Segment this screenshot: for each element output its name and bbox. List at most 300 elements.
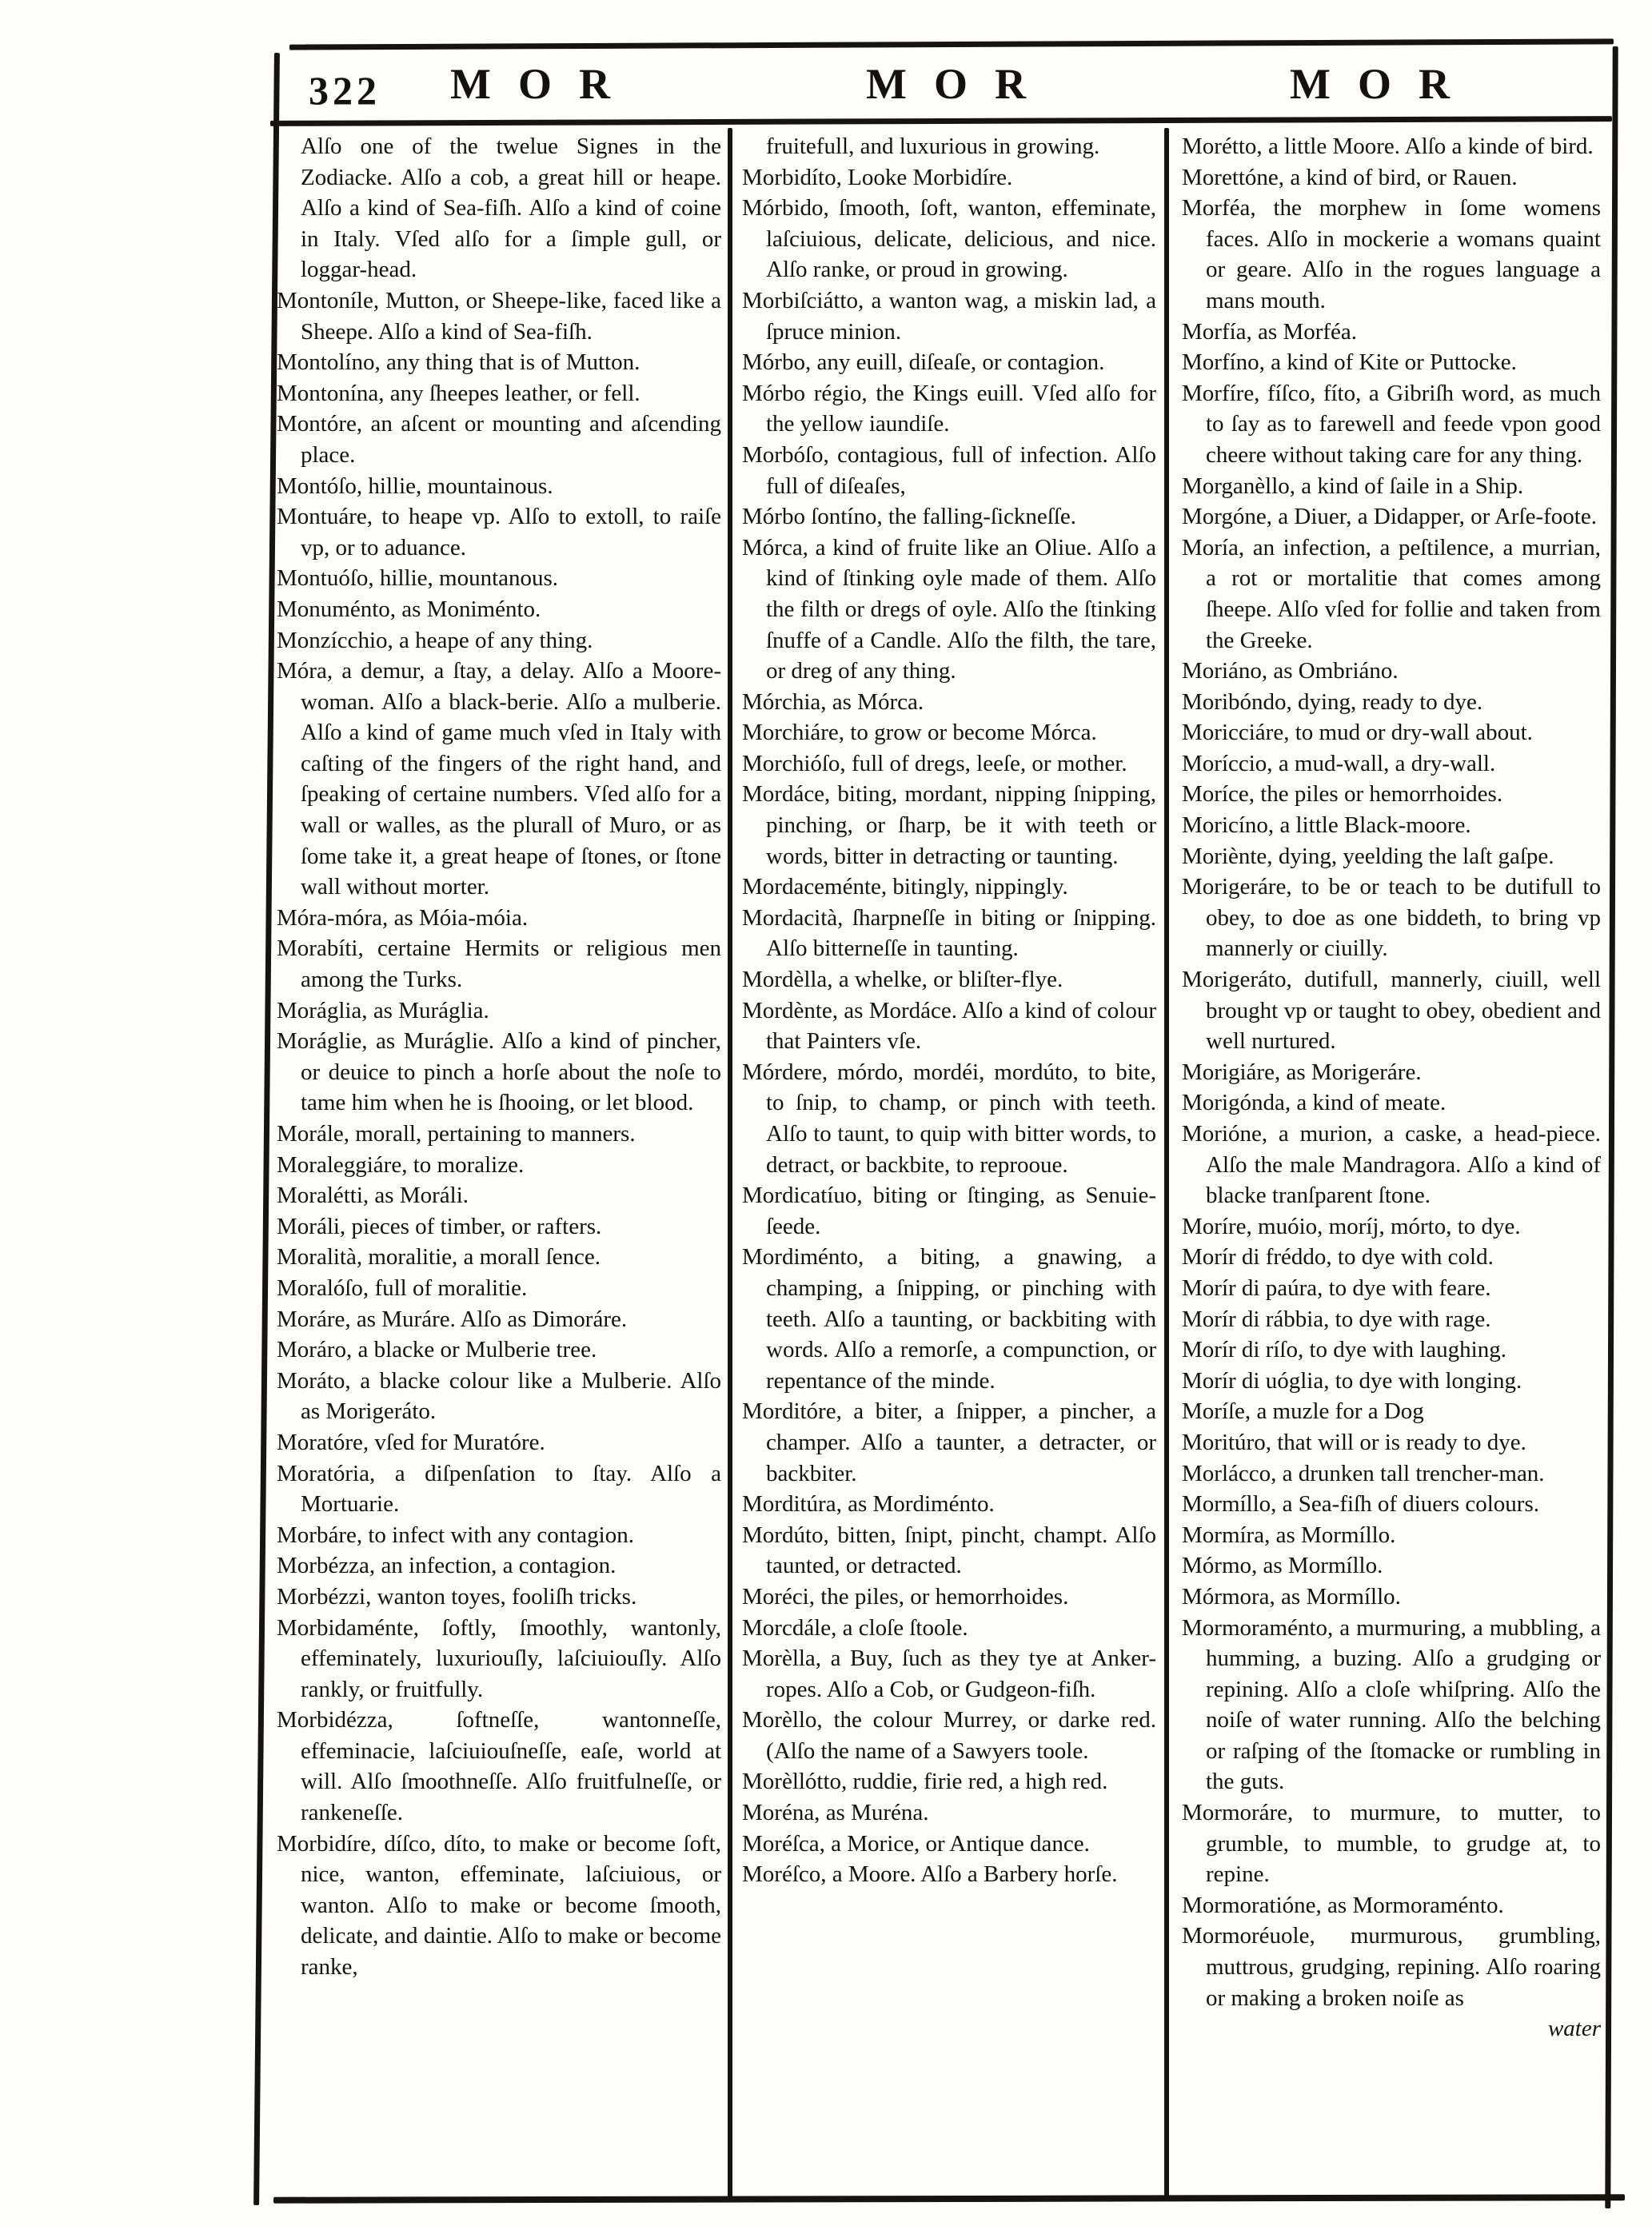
gloss-text: as [1263, 1553, 1288, 1579]
dictionary-entry [277, 501, 721, 563]
dictionary-entry [742, 1643, 1156, 1705]
headword: Morbidíre, díſco, díto, [277, 1830, 493, 1857]
headword: Mormíllo, [1182, 1491, 1283, 1518]
cross-reference: Moráli. [399, 1183, 469, 1209]
cross-reference: Mórca. [1030, 720, 1097, 746]
headword: Morigónda, [1182, 1090, 1297, 1116]
dictionary-entry [277, 1211, 721, 1243]
gloss-text: as [1281, 1583, 1307, 1610]
gloss-text: biting or ſtinging, as Senuie-ſeede. [766, 1183, 1157, 1239]
gloss-text: as [356, 1306, 382, 1332]
dictionary-entry [277, 594, 721, 625]
cross-reference: Mórca. [857, 688, 924, 715]
cross-reference: Dimoráre. [532, 1306, 628, 1332]
headword: Morditóre, [742, 1398, 854, 1425]
gloss-text: a demur, a ſtay, a delay. Alſo a Moore-woman. Alſo a black-berie. Alſo a mulberie. Alſo a kind of game much vſed in Italy with caſting of the fingers of the right hand, and ſpeaking of certaine numbers. Vſed alſo for a wall or walles, as the plurall of [301, 658, 721, 839]
dictionary-entry [1182, 1613, 1601, 1798]
gloss-text: Alſo a kind of colour that Painters vſe. [766, 997, 1156, 1055]
running-head-2: MOR [866, 60, 1053, 108]
dictionary-entry [1182, 1520, 1601, 1551]
dictionary-entry [277, 347, 721, 378]
gloss-text: as [393, 904, 419, 931]
dictionary-entry [277, 1829, 721, 1983]
headword: Mórmo, [1182, 1553, 1263, 1579]
gloss-text: an aſcent or mounting and aſcending place. [301, 411, 721, 468]
gloss-text: as [832, 688, 858, 715]
headword: Morèlla, [742, 1646, 831, 1672]
gloss-text: a kind of ſaile in a Ship. [1301, 473, 1524, 499]
headword: Morír di rábbia, [1182, 1306, 1335, 1332]
dictionary-entry [1182, 162, 1601, 193]
headword: Monuménto, [277, 596, 402, 622]
dictionary-entry [277, 409, 721, 470]
dictionary-entry [742, 193, 1156, 285]
headword: Morbóſo, [742, 441, 838, 468]
gloss-text: a Buy, ſuch as they tye at Anker-ropes. Alſo a Cob, or Gudgeon-fiſh. [766, 1646, 1156, 1702]
gloss-text: morall, pertaining to manners. [355, 1121, 636, 1147]
headword: Mórchia, [742, 688, 832, 715]
cross-reference: Mormoraménto. [1352, 1892, 1504, 1918]
gloss-text: as [1275, 1522, 1302, 1548]
dictionary-entry [1182, 779, 1601, 810]
dictionary-entry [277, 1150, 721, 1181]
gloss-text: an infection, a peſtilence, a murrian, a rot or mortalitie that comes among ſheepe. Alſo vſed for follie and taken from the Greeke. [1206, 534, 1602, 653]
headword: Moríre, muóio, moríj, mórto, [1182, 1213, 1458, 1239]
gloss-text: Alſo a kind of pincher, or deuice to pinch a horſe about the noſe to tame him when he is ſhooing, or let blood. [301, 1028, 721, 1116]
headword: Morcdále, [742, 1614, 843, 1641]
headword: Morféa, [1182, 195, 1274, 221]
dictionary-entry [277, 1304, 721, 1335]
cross-reference: Muréna. [851, 1800, 929, 1826]
dictionary-entry [277, 1550, 721, 1582]
dictionary-entry [742, 1242, 1156, 1396]
headword: Morabíti, [277, 935, 378, 962]
header-rule [270, 116, 1612, 126]
headword: Mordèlla, [742, 967, 839, 993]
headword: Morbáre, [277, 1522, 369, 1548]
gloss-text: a Diuer, a Didapper, or Arſe-foote. [1278, 504, 1597, 530]
dictionary-entry [742, 903, 1156, 964]
headword: Morchiáre, [742, 720, 851, 746]
dictionary-entry [742, 1057, 1156, 1180]
gloss-text: a blacke or Mulberie tree. [357, 1337, 597, 1363]
headword: Moría, [1182, 534, 1253, 560]
headword: Mormoratióne, [1182, 1892, 1328, 1918]
cross-reference: Mormíllo. [1306, 1583, 1401, 1610]
cross-reference: Morbidíre. [912, 164, 1013, 190]
headword: Morigeráre, [1182, 874, 1302, 900]
headword: Moricciáre, [1182, 720, 1295, 746]
gloss-text: a biter, a ſnipper, a pincher, a champer. Alſo a taunter, a detracter, or backbiter. [766, 1398, 1156, 1486]
dictionary-entry [1182, 1242, 1601, 1273]
headword: Morigeráto, [1182, 967, 1305, 993]
dictionary-entry [277, 378, 721, 409]
headword: Móra, [277, 658, 342, 684]
gloss-text: as [844, 997, 869, 1023]
dictionary-column-3 [1182, 131, 1601, 2044]
dictionary-entry [1182, 1087, 1601, 1119]
dictionary-entry [1182, 687, 1601, 718]
gloss-text: as [825, 1800, 852, 1826]
gloss-text: ſoftneſſe, wantonneſſe, effeminacie, laſciuiouſneſſe, eaſe, world at will. Alſo ſmoothneſſe. Alſo fruitfulneſſe, or rankeneſſe. [301, 1707, 721, 1826]
gloss-text: to make or become ſoft, nice, wanton, effeminate, laſciuious, or wanton. Alſo to make or become ſmooth, delicate, and daintie. Alſo to make or become ranke, [301, 1830, 721, 1981]
headword: Mordènte, [742, 997, 844, 1023]
dictionary-entry [277, 656, 721, 903]
gloss-text: dying, yeelding the laſt gaſpe. [1278, 843, 1554, 869]
dictionary-entry [742, 872, 1156, 903]
dictionary-entry [742, 748, 1156, 780]
dictionary-entry [742, 1613, 1156, 1644]
gloss-text: the piles or hemorrhoides. [1260, 781, 1503, 808]
cross-reference: Morféa. [1283, 318, 1358, 345]
gloss-text: to moralize. [413, 1151, 525, 1178]
cross-reference: Muráre. [381, 1306, 461, 1332]
gloss-text: a heape of any thing. [399, 627, 593, 653]
headword: Mordicatíuo, [742, 1183, 873, 1209]
top-rule [289, 38, 1614, 50]
dictionary-entry [277, 1582, 721, 1613]
headword: Morír di paúra, [1182, 1275, 1329, 1301]
gloss-text: as [1258, 318, 1283, 345]
dictionary-entry [1182, 1304, 1601, 1335]
headword: Moráto, [277, 1367, 361, 1394]
headword: Mordaceménte, [742, 874, 893, 900]
headword: Montuáre, [277, 504, 382, 530]
gloss-text: a little Black-moore. [1279, 812, 1471, 839]
cross-reference: Morigeráto. [325, 1398, 437, 1425]
headword: Mormoréuole, [1182, 1923, 1351, 1949]
gloss-text: the piles, or hemorrhoides. [820, 1583, 1069, 1610]
gloss-text: a drunken tall trencher-man. [1282, 1460, 1545, 1486]
headword: Morfíre, fíſco, fíto, [1182, 380, 1369, 406]
dictionary-entry [742, 162, 1156, 193]
cross-reference: Muráglie. [403, 1028, 502, 1055]
gloss-text: the colour Murrey, or darke red. (Alſo the name of a Sawyers toole. [766, 1707, 1156, 1764]
gloss-text: to dye with feare. [1328, 1275, 1491, 1301]
dictionary-entry [1182, 1797, 1601, 1890]
cross-reference: Mormíllo. [1287, 1553, 1383, 1579]
column-divider-1 [728, 128, 732, 2199]
dictionary-entry [277, 131, 721, 285]
dictionary-entry [277, 471, 721, 502]
dictionary-entry [1182, 1119, 1601, 1211]
cross-reference: Muratóre. [453, 1429, 545, 1455]
dictionary-entry [742, 1859, 1156, 1890]
dictionary-entry [277, 1366, 721, 1427]
headword: Monzícchio, [277, 627, 400, 653]
gloss-text: a kind of bird, or Rauen. [1290, 164, 1518, 190]
headword: Morále, [277, 1121, 356, 1147]
headword: Mórbo régio, [742, 380, 876, 406]
dictionary-entry [742, 1829, 1156, 1860]
headword: Moráli, [277, 1213, 352, 1239]
gloss-text: to infect with any contagion. [368, 1522, 634, 1548]
gloss-text: as [401, 596, 427, 622]
dictionary-entry [742, 779, 1156, 872]
headword: Morbiſciátto, [742, 287, 872, 313]
gloss-text: a whelke, or bliſter-flye. [838, 967, 1063, 993]
headword: Morèllótto, [742, 1769, 853, 1795]
dictionary-entry [742, 964, 1156, 995]
dictionary-entry [277, 1026, 721, 1119]
headword: Moriènte, [1182, 843, 1279, 869]
gloss-text: a Morice, or Antique dance. [831, 1830, 1090, 1857]
headword: Mórca, [742, 534, 816, 560]
headword: Mórbo, [742, 349, 817, 376]
dictionary-entry [742, 1396, 1156, 1489]
dictionary-entry [742, 995, 1156, 1057]
dictionary-entry [1182, 347, 1601, 378]
gloss-text: to bite, to ſnip, to champ, or pinch with teeth. Alſo to taunt, to quip with bitter words, to detract, or backbite, to reprooue. [766, 1059, 1156, 1178]
headword: Moribóndo, [1182, 688, 1298, 715]
headword: Moralétti, [277, 1183, 375, 1209]
dictionary-entry [742, 1180, 1156, 1242]
dictionary-entry [1182, 317, 1601, 348]
headword: Mormoraménto, [1182, 1614, 1340, 1641]
headword: Moríccio, [1182, 750, 1279, 776]
headword: Morbidíto, [742, 164, 848, 190]
dictionary-entry [1182, 193, 1601, 316]
headword: Morchióſo, [742, 750, 852, 776]
dictionary-entry [277, 995, 721, 1027]
gloss-text: full of moralitie. [374, 1275, 528, 1301]
gloss-text: Alſo as [460, 1306, 533, 1332]
gloss-text: a mud-wall, a dry-wall. [1278, 750, 1496, 776]
dictionary-entry [1182, 131, 1601, 162]
gloss-text: the morphew in ſome womens faces. Alſo in mockerie a womans quaint or geare. Alſo in the rogues language a mans mouth. [1206, 195, 1601, 313]
gloss-text: as [376, 1028, 404, 1055]
gloss-text: a blacke colour like a Mulberie. Alſo as [301, 1367, 722, 1425]
dictionary-entry [277, 1273, 721, 1304]
gloss-text: contagious, full of infection. Alſo full of diſeaſes, [766, 441, 1156, 499]
gloss-text: to be or teach to be dutifull to obey, to doe as one biddeth, to bring vp mannerly or ciuilly. [1206, 874, 1601, 962]
dictionary-entry [277, 1334, 721, 1366]
dictionary-entry [1182, 533, 1601, 656]
gloss-text: as [1286, 1059, 1311, 1085]
headword: Moratóre, [277, 1429, 375, 1455]
gloss-text: as [848, 1491, 873, 1518]
cross-reference: Muráglia. [398, 997, 489, 1023]
gloss-text: to dye with longing. [1335, 1367, 1522, 1394]
gloss-text: ſharpneſſe in biting or ſnipping. Alſo bitterneſſe in taunting. [766, 904, 1156, 962]
headword: Mordúto, [742, 1522, 838, 1548]
gloss-text: ſoftly, ſmoothly, wantonly, effeminately, luxuriouſly, laſciuiouſly. Alſo rankly, or fruitfully. [301, 1614, 721, 1702]
headword: Mordacità, [742, 904, 852, 931]
dictionary-entry [1182, 1458, 1601, 1490]
dictionary-entry [277, 1180, 721, 1211]
gloss-text: the falling-ſickneſſe. [888, 504, 1077, 530]
dictionary-entry [742, 1705, 1156, 1766]
dictionary-entry [277, 1613, 721, 1705]
gloss-text: bitingly, nippingly. [892, 874, 1068, 900]
headword: Montolíno, [277, 349, 386, 376]
dictionary-entry [1182, 1582, 1601, 1613]
gloss-text: as [1327, 1892, 1353, 1918]
headword: Morír di ríſo, [1182, 1337, 1310, 1363]
dictionary-entry [742, 131, 1156, 162]
gloss-text: to dye. [1457, 1213, 1521, 1239]
gloss-text: to dye with cold. [1337, 1244, 1494, 1271]
dictionary-entry [1182, 1057, 1601, 1088]
dictionary-entry [1182, 1366, 1601, 1397]
headword: Moriáno, [1182, 658, 1274, 684]
running-head-3: MOR [1290, 60, 1477, 108]
dictionary-entry [742, 285, 1156, 347]
gloss-text: Alſo one of the twelue Signes in the Zodiacke. Alſo a cob, a great hill or heape. Alſo a kind of Sea-fiſh. Alſo a kind of coine in Italy. Vſed alſo for a ſimple gull, or loggar-head. [301, 134, 721, 283]
dictionary-entry [742, 440, 1156, 501]
gloss-text: hillie, mountainous. [368, 473, 553, 499]
gloss-text: Mutton, or Sheepe-like, faced like a Sheepe. Alſo a kind of Sea-fiſh. [301, 287, 721, 345]
gloss-text: a wanton wag, a miskin lad, a ſpruce minion. [766, 287, 1156, 345]
gloss-text: to murmure, to mutter, to grumble, to mumble, to grudge at, to repine. [1206, 1800, 1602, 1888]
headword: Mórdere, mórdo, mordéi, mordúto, [742, 1059, 1088, 1085]
headword: Moráro, [277, 1337, 358, 1363]
dictionary-column-2 [742, 131, 1156, 1890]
headword: Móra-móra, [277, 904, 394, 931]
headword: Morbidézza, [277, 1707, 457, 1733]
gloss-text: to dye with rage. [1335, 1306, 1491, 1332]
gloss-text: dutifull, mannerly, ciuill, well brought vp or taught to obey, obedient and well nurtured. [1206, 967, 1602, 1055]
dictionary-entry [742, 1489, 1156, 1520]
gloss-text: a diſpenſation to ſtay. Alſo a Mortuarie. [301, 1460, 721, 1518]
headword: Morbézza, [277, 1553, 381, 1579]
gloss-text: wanton toyes, fooliſh tricks. [377, 1583, 637, 1610]
headword: Moríſe, [1182, 1398, 1257, 1425]
dictionary-entry [277, 1520, 721, 1551]
headword: Moréſca, [742, 1830, 832, 1857]
gloss-text: that will or is ready to dye. [1277, 1429, 1526, 1455]
bottom-rule [273, 2194, 1625, 2204]
cross-reference: Mordáce. [868, 997, 962, 1023]
headword: Morfía, [1182, 318, 1259, 345]
gloss-text: as [1273, 658, 1299, 684]
gloss-text: bitten, ſnipt, pincht, champt. Alſo taunted, or detracted. [766, 1522, 1157, 1579]
headword: Moricíno, [1182, 812, 1280, 839]
headword: Morettóne, [1182, 164, 1291, 190]
dictionary-entry [1182, 1334, 1601, 1366]
gloss-text: a kind of Kite or Puttocke. [1271, 349, 1517, 376]
dictionary-entry [742, 687, 1156, 718]
headword: Morditúra, [742, 1491, 848, 1518]
gloss-text: any thing that is of Mutton. [385, 349, 640, 376]
gloss-text: ſmooth, ſoft, wanton, effeminate, laſciuious, delicate, delicious, and nice. Alſo ranke, or proud in growing. [766, 195, 1157, 283]
headword: Moralità, [277, 1244, 369, 1271]
gloss-text: a Sea-fiſh of diuers colours. [1282, 1491, 1539, 1518]
gloss-text: as [374, 1183, 400, 1209]
dictionary-entry [277, 903, 721, 934]
dictionary-entry [742, 347, 1156, 378]
dictionary-entry [742, 1520, 1156, 1582]
dictionary-entry [742, 501, 1156, 533]
dictionary-entry [1182, 964, 1601, 1057]
headword: Morfíno, [1182, 349, 1271, 376]
headword: Morgóne, [1182, 504, 1279, 530]
dictionary-entry [742, 378, 1156, 440]
headword: Morèllo, [742, 1707, 834, 1733]
gloss-text: dying, ready to dye. [1298, 688, 1483, 715]
headword: Mórbido, [742, 195, 839, 221]
gloss-text: a Gibriſh word, as much to ſay as to farewell and feede vpon good cheere without taking care for any thing. [1206, 380, 1601, 468]
gloss-text: as [373, 997, 399, 1023]
headword: Morigiáre, [1182, 1059, 1287, 1085]
gloss-text: to heape vp. Alſo to extoll, to raiſe vp, or to aduance. [301, 504, 721, 560]
column-divider-2 [1164, 128, 1169, 2199]
headword: Morlácco, [1182, 1460, 1283, 1486]
gloss-text: hillie, mountanous. [379, 565, 559, 592]
dictionary-entry [742, 533, 1156, 687]
gloss-text: an infection, a contagion. [381, 1553, 617, 1579]
headword: Moríce, [1182, 781, 1261, 808]
dictionary-entry [1182, 471, 1601, 502]
gloss-text: a murion, a caske, a head-piece. Alſo the male Mandragora. Alſo a kind of blacke tranſparent ſtone. [1206, 1121, 1602, 1209]
cross-reference: Ombriáno. [1298, 658, 1399, 684]
gloss-text: the Kings euill. Vſed alſo for the yellow iaundiſe. [766, 380, 1157, 437]
dictionary-entry [277, 625, 721, 656]
headword: Moréſco, [742, 1861, 832, 1888]
dictionary-entry [1182, 1550, 1601, 1582]
gloss-text: any ſheepes leather, or fell. [389, 380, 640, 406]
headword: Mordiménto, [742, 1244, 888, 1271]
dictionary-entry [742, 717, 1156, 748]
headword: Moratória, [277, 1460, 395, 1486]
headword: Moráglia, [277, 997, 373, 1023]
gloss-text: murmurous, grumbling, muttrous, grudging, repining. Alſo roaring or making a broken noiſe as [1206, 1923, 1601, 2011]
cross-reference: Mordiménto. [872, 1491, 995, 1518]
gloss-text: to grow or become [850, 720, 1031, 746]
gloss-text: a Moore. Alſo a Barbery horſe. [832, 1861, 1118, 1888]
headword: Moralóſo, [277, 1275, 375, 1301]
gloss-text: any euill, diſeaſe, or contagion. [816, 349, 1105, 376]
dictionary-entry [1182, 1396, 1601, 1427]
headword: Montonína, [277, 380, 390, 406]
headword: Montuóſo, [277, 565, 380, 592]
page-number: 322 [309, 68, 381, 113]
dictionary-entry [277, 1705, 721, 1828]
dictionary-column-1 [277, 131, 721, 1983]
dictionary-entry [1182, 501, 1601, 533]
headword: Montóſo, [277, 473, 369, 499]
dictionary-entry [742, 1766, 1156, 1797]
dictionary-entry [742, 1797, 1156, 1829]
headword: Mordáce, [742, 781, 838, 808]
gloss-text: a muzle for a Dog [1256, 1398, 1424, 1425]
dictionary-entry [1182, 1890, 1601, 1921]
dictionary-entry [277, 933, 721, 995]
dictionary-entry [1182, 1921, 1601, 2013]
gloss-text: pieces of timber, or rafters. [351, 1213, 602, 1239]
gloss-text: full of dregs, leeſe, or mother. [851, 750, 1127, 776]
gloss-text: a cloſe ſtoole. [842, 1614, 968, 1641]
gloss-text: Looke [848, 164, 913, 190]
headword: Morióne, [1182, 1121, 1279, 1147]
gloss-text: fruitefull, and luxurious in growing. [766, 134, 1100, 159]
dictionary-entry [277, 1427, 721, 1458]
dictionary-entry [1182, 656, 1601, 687]
headword: Montóre, [277, 411, 371, 437]
gloss-text: biting, mordant, nipping ſnipping, pinching, or ſharp, be it with teeth or words, bitter in detracting or taunting. [766, 781, 1156, 869]
cross-reference: Móia-móia. [418, 904, 529, 931]
dictionary-entry [1182, 1427, 1601, 1458]
gloss-text: to mud or dry-wall about. [1295, 720, 1533, 746]
headword: Mórbo ſontíno, [742, 504, 888, 530]
gloss-text: or as ſome take it, a great heape of ſtones, or ſtone wall without morter. [301, 812, 721, 900]
gloss-text: vſed for [374, 1429, 453, 1455]
cross-reference: Muro, [609, 812, 675, 839]
headword: Moraleggiáre, [277, 1151, 413, 1178]
headword: Mórmora, [1182, 1583, 1282, 1610]
cross-reference: Morigeráre. [1311, 1059, 1422, 1085]
dictionary-entry [1182, 1489, 1601, 1520]
